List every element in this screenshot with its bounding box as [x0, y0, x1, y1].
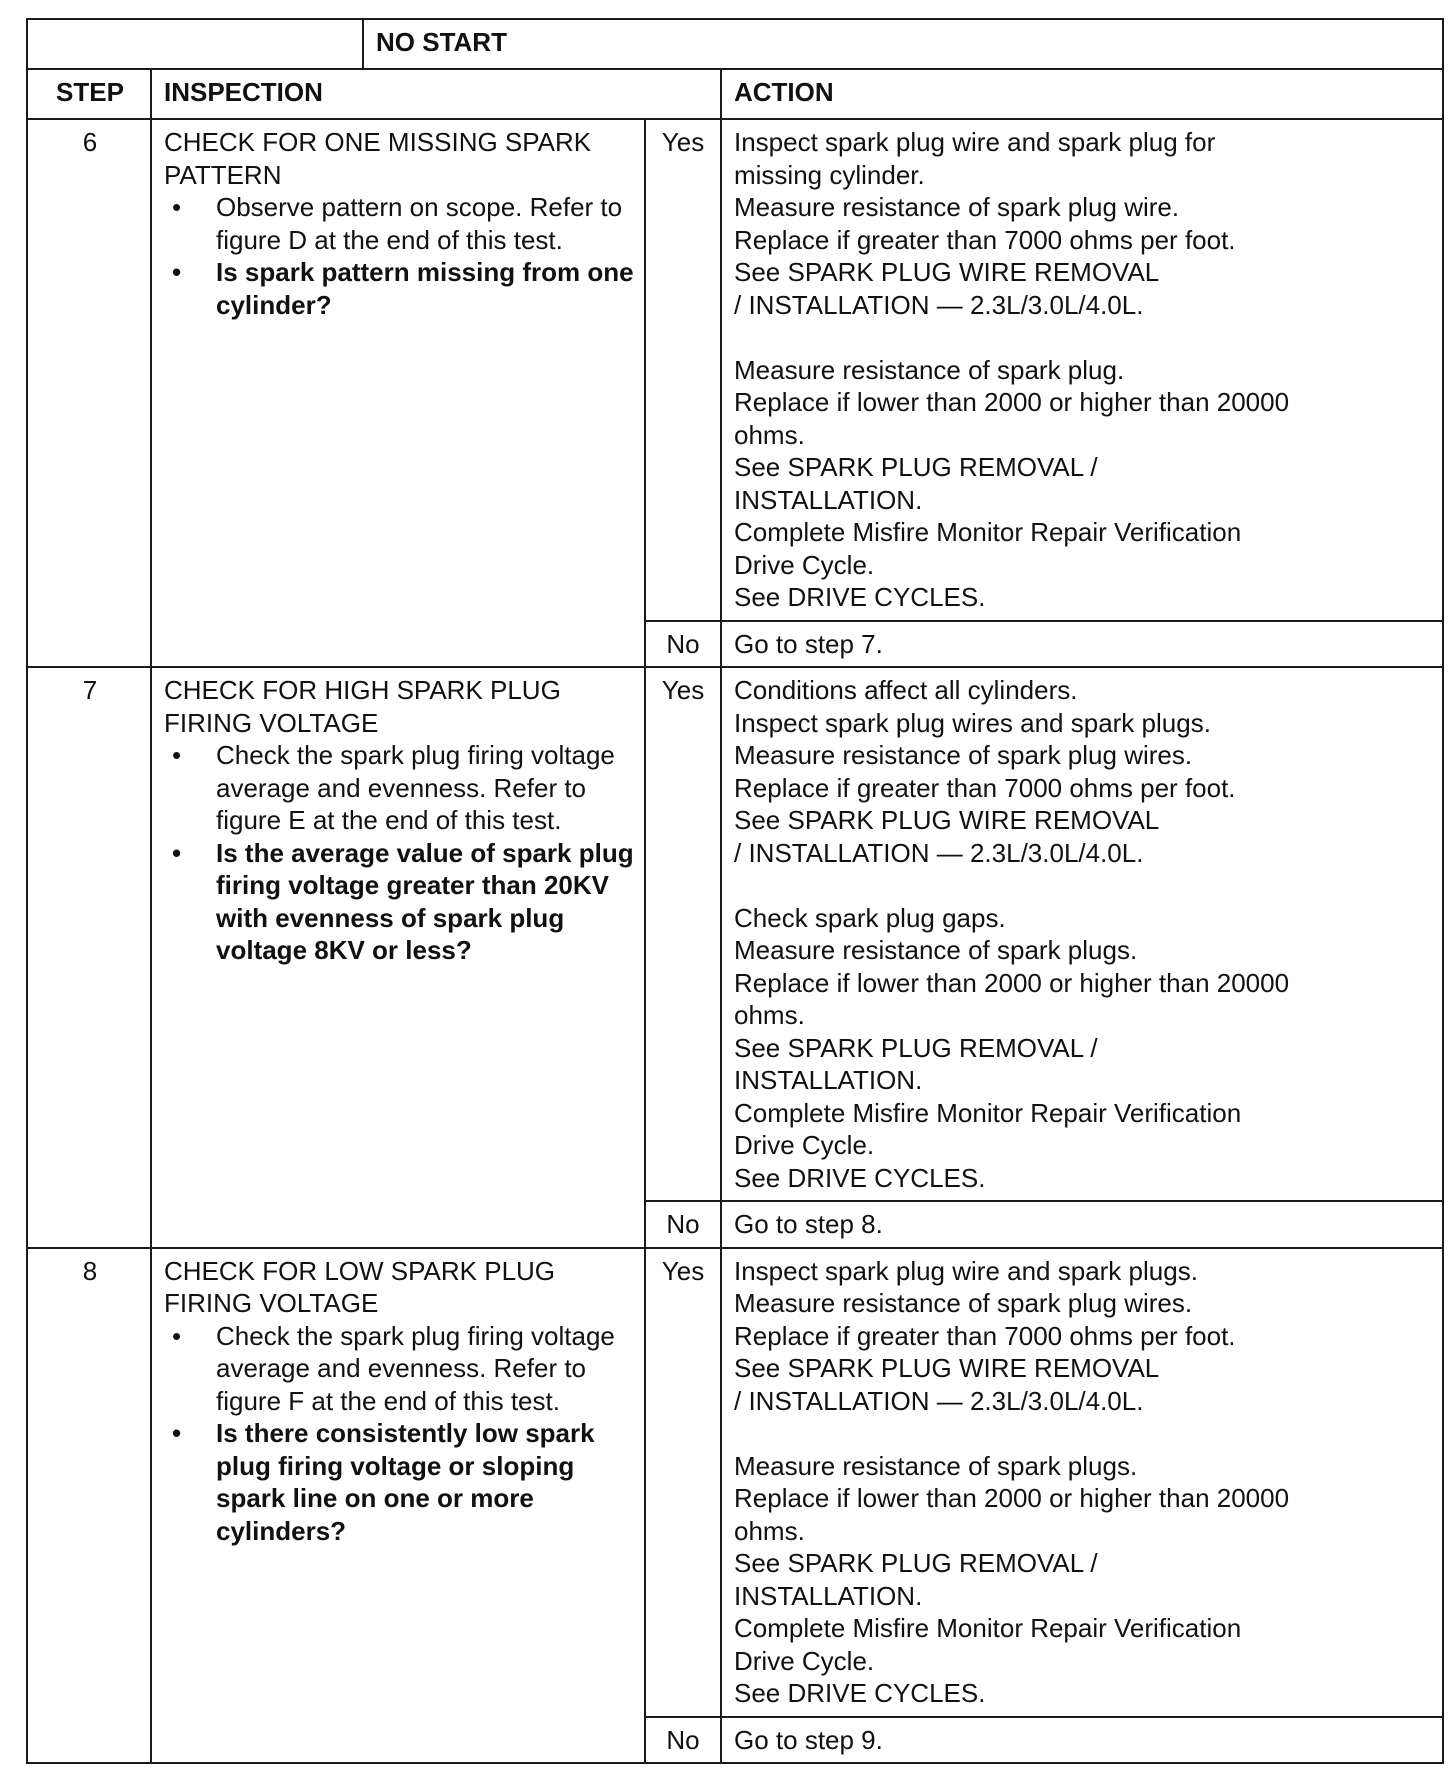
action-line: Measure resistance of spark plug wires.	[734, 740, 1193, 770]
action-line: Complete Misfire Monitor Repair Verification	[734, 517, 1242, 547]
action-line: Replace if greater than 7000 ohms per foot.	[734, 1320, 1236, 1351]
action-line: Inspect spark plug wire and spark plug for	[734, 127, 1216, 157]
action-line: Measure resistance of spark plug wires.	[734, 1288, 1193, 1318]
action-line: INSTALLATION.	[734, 484, 923, 515]
action-line: See SPARK PLUG REMOVAL /	[734, 1032, 1098, 1063]
inspection-cell	[151, 1248, 645, 1764]
inspection-bullet: • Observe pattern on scope. Refer to figure D at the end of this test.	[164, 191, 634, 256]
column-header-row	[27, 69, 1443, 119]
inspection-bullets	[164, 739, 634, 967]
action-line: See SPARK PLUG WIRE REMOVAL	[734, 257, 1160, 287]
action-line: / INSTALLATION — 2.3L/3.0L/4.0L.	[734, 1385, 1144, 1416]
action-line: Conditions affect all cylinders.	[734, 675, 1078, 705]
action-line: ohms.	[734, 1000, 805, 1030]
yes-label: Yes	[645, 667, 721, 1201]
action-line: Drive Cycle.	[734, 1130, 875, 1160]
action-line: Replace if lower than 2000 or higher than 20000	[734, 387, 1290, 417]
no-label: No	[645, 1717, 721, 1764]
diagnostic-table	[26, 18, 1444, 1764]
inspection-bullets	[164, 1320, 634, 1548]
action-line: See SPARK PLUG REMOVAL /	[734, 452, 1098, 482]
inspection-question: • Is spark pattern missing from one cylinder?	[164, 256, 634, 321]
action-line: Inspect spark plug wires and spark plugs.	[734, 707, 1211, 738]
action-line: Measure resistance of spark plugs.	[734, 935, 1138, 965]
action-line: Drive Cycle.	[734, 1645, 875, 1676]
action-line: Check spark plug gaps.	[734, 902, 1006, 933]
action-line: See DRIVE CYCLES.	[734, 1162, 986, 1193]
inspection-question: • Is the average value of spark plug firing voltage greater than 20KV with evenness of spark plug voltage 8KV or less?	[164, 837, 634, 967]
action-spacer	[734, 1417, 1432, 1450]
action-line: INSTALLATION.	[734, 1580, 923, 1611]
action-line: / INSTALLATION — 2.3L/3.0L/4.0L.	[734, 837, 1144, 868]
action-line: / INSTALLATION — 2.3L/3.0L/4.0L.	[734, 289, 1144, 320]
action-spacer	[734, 321, 1432, 354]
title-blank-cell	[27, 19, 363, 69]
action-line: See SPARK PLUG REMOVAL /	[734, 1548, 1098, 1578]
action-line: See DRIVE CYCLES.	[734, 582, 986, 612]
action-line: ohms.	[734, 1515, 805, 1546]
action-line: Replace if greater than 7000 ohms per foot.	[734, 772, 1236, 803]
yes-action-cell	[721, 1248, 1443, 1717]
no-label: No	[645, 621, 721, 668]
action-line: INSTALLATION.	[734, 1065, 923, 1095]
table-title: NO START	[363, 19, 1443, 69]
action-line: Inspect spark plug wire and spark plugs.	[734, 1255, 1198, 1286]
inspection-cell	[151, 119, 645, 667]
column-header-step: STEP	[27, 69, 151, 119]
step-number: 6	[27, 119, 151, 667]
yes-action-cell	[721, 119, 1443, 621]
inspection-title: CHECK FOR ONE MISSING SPARK PATTERN	[164, 127, 592, 190]
column-header-action: ACTION	[721, 69, 1443, 119]
action-line: Complete Misfire Monitor Repair Verification	[734, 1613, 1242, 1643]
action-line: Measure resistance of spark plugs.	[734, 1450, 1138, 1481]
yes-label: Yes	[645, 1248, 721, 1717]
action-line: missing cylinder.	[734, 159, 925, 190]
inspection-bullets	[164, 191, 634, 321]
step-row-yes	[27, 667, 1443, 1201]
action-line: Measure resistance of spark plug.	[734, 354, 1125, 385]
inspection-cell	[151, 667, 645, 1248]
step-number: 8	[27, 1248, 151, 1764]
action-line: Measure resistance of spark plug wire.	[734, 192, 1180, 222]
action-line: Drive Cycle.	[734, 549, 875, 580]
action-spacer	[734, 869, 1432, 902]
no-label: No	[645, 1201, 721, 1248]
no-action: Go to step 7.	[721, 621, 1443, 668]
yes-label: Yes	[645, 119, 721, 621]
action-line: See SPARK PLUG WIRE REMOVAL	[734, 1353, 1160, 1383]
no-action: Go to step 8.	[721, 1201, 1443, 1248]
inspection-bullet: • Check the spark plug firing voltage average and evenness. Refer to figure F at the end of this test.	[164, 1320, 634, 1418]
action-line: Complete Misfire Monitor Repair Verification	[734, 1097, 1242, 1128]
action-line: Replace if greater than 7000 ohms per foot.	[734, 224, 1236, 255]
step-row-yes	[27, 1248, 1443, 1717]
step-number: 7	[27, 667, 151, 1248]
action-line: ohms.	[734, 419, 805, 450]
step-row-yes	[27, 119, 1443, 621]
inspection-question: • Is there consistently low spark plug firing voltage or sloping spark line on one or more cylinders?	[164, 1417, 634, 1547]
action-line: See DRIVE CYCLES.	[734, 1678, 986, 1708]
title-row	[27, 19, 1443, 69]
inspection-title: CHECK FOR HIGH SPARK PLUG FIRING VOLTAGE	[164, 675, 561, 738]
action-line: See SPARK PLUG WIRE REMOVAL	[734, 805, 1160, 835]
action-line: Replace if lower than 2000 or higher than 20000	[734, 967, 1290, 998]
step-rows	[27, 119, 1443, 1763]
inspection-title: CHECK FOR LOW SPARK PLUG FIRING VOLTAGE	[164, 1255, 556, 1318]
column-header-inspection: INSPECTION	[151, 69, 721, 119]
yes-action-cell	[721, 667, 1443, 1201]
no-action: Go to step 9.	[721, 1717, 1443, 1764]
action-line: Replace if lower than 2000 or higher than 20000	[734, 1483, 1290, 1513]
inspection-bullet: • Check the spark plug firing voltage average and evenness. Refer to figure E at the end of this test.	[164, 739, 634, 837]
